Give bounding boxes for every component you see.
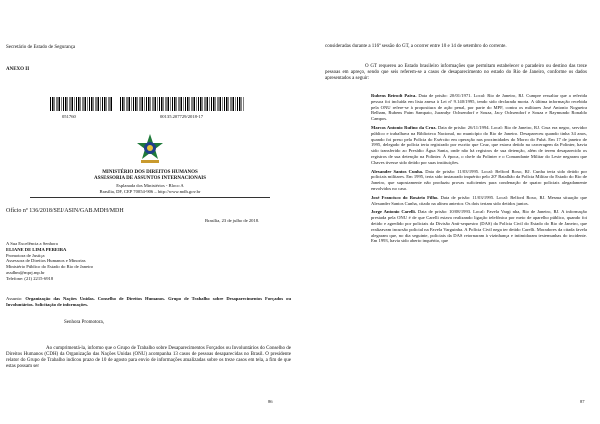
- office-number: Ofício nº 136/2018/SEI/ASIN/GAB.MDH/MDH: [6, 208, 124, 214]
- subject-text: Organização das Nações Unidas. Conselho de Direitos Humanos. Grupo de Trabalho sobre Desaparecimentos Forçados ou Involuntários. Solicitação de informações.: [6, 296, 292, 307]
- case-item: [371, 93, 587, 122]
- case-details: Data de prisão: 26/11/1994. Local: Rio de Janeiro, RJ. Cruz era negro, servidor público e trabalhava na Biblioteca Nacional, no município do Rio de Janeiro. Desapareceu quando tinha 34 anos, quando foi preso pela Polícia do Exército em operação nas proximidades do Morro do Fubá. Em 17 de janeiro de 1995, delegado de polícia teria registrado por escrito que Cruz, que estava detido na carceragem da Polinter, havia sido transferido ao Presídio Água Santa, onde não há registros de sua detenção, além de terem desaparecido os registros de sua detenção na Polinter. À época, o chefe da Polinter e o Comandante Militar do Leste negaram que Chaves tivesse sido detido por suas instituições.: [371, 124, 587, 165]
- case-item: [371, 195, 587, 207]
- salutation: Senhora Promotora,: [64, 320, 104, 325]
- recipient-line: assdhm@mprj.mp.br: [6, 269, 45, 275]
- address-line-1: Esplanada dos Ministérios - Bloco A: [116, 183, 184, 188]
- body-paragraph: Ao cumprimentá-la, informo que o Grupo de Trabalho sobre Desaparecimentos Forçados ou Involuntários do Conselho de Direitos Humanos (CDH) da Organização das Nações Unidas (ONU) acompanha 13 casos de pessoas desaparecidas no Brasil. O presidente relator do Grupo de Trabalho indicou prazo de 10 de agosto para envio de informações atualizadas sobre os treze casos em tela, a fim de que estas possam ser: [6, 346, 291, 369]
- info-request-paragraph: O GT requereu ao Estado brasileiro informações que permitam estabelecer o paradeiro ou destino das treze pessoas em apreço, sendo que seis referem-se a casos de desaparecimento no estado do Rio de Janeiro, conforme os dados apresentados a seguir:: [325, 64, 587, 81]
- recipient-line: Promotora de Justiça: [6, 252, 45, 258]
- recipient-line: Assessora de Direitos Humanos e Minorias: [6, 258, 86, 264]
- cases-list: [371, 93, 587, 244]
- recipient-block: [6, 241, 206, 282]
- coat-of-arms-icon: [133, 133, 167, 165]
- advisory-name: ASSESSORIA DE ASSUNTOS INTERNACIONAIS: [93, 176, 207, 181]
- case-details: Data de prisão: 11/03/1995. Local: Belford Roxo, RJ. Cunha teria sido detido por policiais militares. Em 1995, teria sido instaurado inquérito pelo 20º Batalhão da Polícia Militar do Estado do Rio de Janeiro, que supostamente não produziu provas suficientes para condenação de quatro policiais alegadamente envolvidos no caso.: [371, 168, 588, 191]
- case-item: [371, 209, 587, 244]
- page-number-right: 87: [580, 399, 585, 404]
- case-details: Data de prisão: 11/03/1995. Local: Belford Roxo, RJ. Mesma situação que Alexander Santos Cunha, citado na alínea anterior. Os dois teriam sido detidos juntos.: [371, 194, 588, 206]
- address-line-2: Brasília, DF, CEP 70054-906 – http://www.mdh.gov.br: [99, 189, 201, 194]
- barcode-left: [50, 97, 112, 111]
- intro-paragraph: consideradas durante a 116ª sessão do GT, a ocorrer entre 10 e 14 de setembro do corrente.: [325, 44, 507, 49]
- case-name: Marcos Antonio Rufino da Cruz.: [371, 124, 437, 130]
- header-divider: [30, 197, 270, 198]
- case-name: Alexander Santos Cunha.: [371, 168, 424, 174]
- subject-label: Assunto:: [6, 296, 23, 301]
- barcode-right-number: 00135.207729/2018-17: [160, 114, 204, 119]
- page-number-left: 86: [268, 399, 273, 404]
- case-details: Data de prisão: 10/08/1993. Local: Favela Vargi nha, Rio de Janeiro, RJ. A informação prestada pela ONU é de que Carelli estava realizando ligação telefônica por meio de aparelho público, quando foi detido e agredido por policiais da Divisão Anti-sequestro (DAS) da Polícia Civil do Estado do Rio de Janeiro, que realizavam incursão policial na Favela Varguinha. A Polícia Civil nega ter detido Carelli. Moradores da citada favela alegaram que, no dia seguinte, policiais da DAS retornaram à vizinhança e intimidaram testemunhas do incidente. Em 1993, havia sido aberto inquérito, que: [371, 209, 587, 244]
- recipient-line: ELIANE DE LIMA PEREIRA: [6, 246, 67, 252]
- subject-line: [6, 296, 291, 308]
- barcode-left-number: 051760: [62, 114, 76, 119]
- case-name: Rubens Beirodt Paiva.: [371, 93, 417, 98]
- case-item: [371, 169, 587, 192]
- case-details: Data de prisão: 20/01/1971. Local: Rio de Janeiro, RJ. Cumpre ressaltar que a referida pessoa foi incluída em lista anexa à Lei nº 9.140/1995, tendo sido declarada morta. A última informação recebida pela ONU refere-se à propositura de ação penal, por parte do MPF, contra os militares José Antonio Nogueira Belham, Rubens Paim Sampaio, Jurandyr Ochsendorf e Souza, Jacy Ochsendorf e Souza e Raymundo Ronaldo Campos.: [371, 93, 587, 122]
- recipient-line: Telefone: (21) 2215-6918: [6, 275, 54, 281]
- case-item: [371, 125, 587, 166]
- recipient-line: Ministério Público do Estado do Rio de Janeiro: [6, 264, 94, 270]
- annex-label: ANEXO II: [6, 67, 30, 72]
- recipient-line: A Sua Excelência a Senhora: [6, 241, 58, 246]
- barcode-right: [120, 97, 244, 111]
- right-page: [300, 0, 600, 424]
- case-name: Jorge Antonio Carelli.: [371, 209, 416, 215]
- document-date: Brasília, 23 de julho de 2018.: [205, 218, 260, 223]
- header-text: Secretário de Estado de Segurança: [6, 45, 76, 50]
- case-name: José Francisco do Rosário Filho.: [371, 194, 439, 200]
- ministry-name: MINISTÉRIO DOS DIREITOS HUMANOS: [102, 170, 198, 175]
